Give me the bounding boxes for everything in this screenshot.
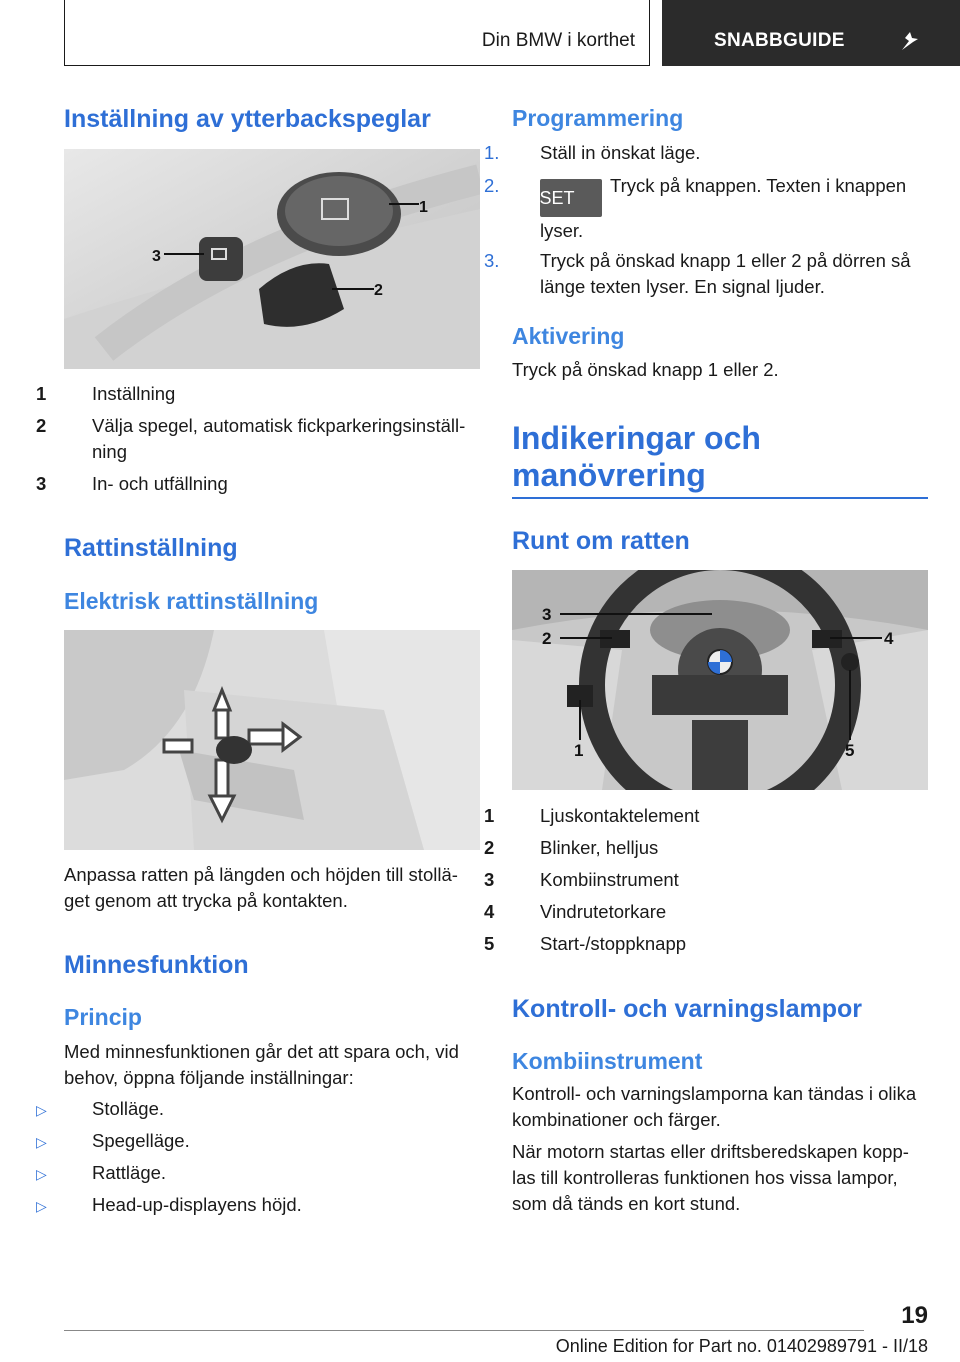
svg-text:3: 3 (152, 248, 161, 265)
step-item: 1. Ställ in önskat läge. (484, 142, 701, 163)
bullet-triangle-icon: ▷ (36, 1198, 47, 1214)
indicators-heading: Indikeringar och manövrering (512, 420, 761, 493)
header-guide-label: SNABBGUIDE (714, 30, 845, 51)
activation-heading: Aktivering (512, 323, 625, 349)
svg-text:5: 5 (845, 741, 855, 760)
lamps-heading: Kontroll- och varningslampor (512, 995, 863, 1023)
cluster-heading: Kombiinstrument (512, 1048, 703, 1074)
footer-rule (64, 1330, 864, 1331)
steering-description: Anpassa ratten på längden och höjden till stollä-get genom att trycka på kontakten. (64, 864, 458, 911)
memory-heading: Minnesfunktion (64, 951, 249, 979)
list-item: ▷ Stolläge. (64, 1096, 164, 1123)
footer-edition: Online Edition for Part no. 01402989791 - II/18 (555, 1336, 928, 1356)
bullet-triangle-icon: ▷ (36, 1102, 47, 1118)
list-item: 2 Blinker, helljus (484, 837, 659, 858)
wheel-heading: Runt om ratten (512, 527, 690, 555)
programming-heading: Programmering (512, 105, 684, 131)
list-item: 3 Kombiinstrument (484, 869, 679, 890)
principle-text: Med minnesfunktionen går det att spara och, vid behov, öppna följande inställningar: (64, 1041, 459, 1088)
steering-adjust-image (64, 630, 480, 850)
page-number: 19 (901, 1302, 928, 1329)
cluster-text-1: Kontroll- och varningslamporna kan tändas i olika kombinationer och färger. (512, 1083, 917, 1130)
step-item: 2.SETTryck på knappen. Texten i knappen lyser. (484, 175, 907, 241)
svg-text:1: 1 (419, 199, 428, 216)
svg-text:2: 2 (542, 629, 552, 648)
steering-heading: Rattinställning (64, 534, 238, 562)
list-item: 1 Ljuskontaktelement (484, 805, 700, 826)
principle-heading: Princip (64, 1004, 142, 1030)
step-item: 3. Tryck på önskad knapp 1 eller 2 på dörren så länge texten lyser. En signal ljuder. (484, 250, 911, 297)
bullet-triangle-icon: ▷ (36, 1166, 47, 1182)
header-guide-tab (662, 0, 960, 66)
svg-text:2: 2 (374, 282, 383, 299)
quick-guide-icon (898, 30, 920, 52)
mirror-controls-image (64, 149, 480, 369)
list-item: 5 Start-/stoppknapp (484, 933, 687, 954)
header-section-title: Din BMW i korthet (481, 30, 635, 51)
list-item: 4 Vindrutetorkare (484, 901, 667, 922)
header-section-box (64, 0, 650, 66)
cluster-text-2: När motorn startas eller driftsberedskapen kopp-las till kontrolleras funktionen hos vissa lampor, som då tänds en kort stund. (512, 1141, 909, 1214)
svg-text:3: 3 (542, 605, 552, 624)
heading-rule (512, 497, 928, 499)
steering-wheel-image (512, 570, 928, 790)
list-item: 1 Inställning (36, 383, 176, 404)
svg-text:1: 1 (574, 741, 584, 760)
activation-text: Tryck på önskad knapp 1 eller 2. (512, 359, 779, 380)
mirrors-heading: Inställning av ytterbackspeglar (64, 105, 431, 133)
list-item: ▷ Spegelläge. (64, 1128, 190, 1155)
electric-steering-heading: Elektrisk rattinställning (64, 588, 319, 614)
list-item: ▷ Rattläge. (64, 1160, 166, 1187)
bullet-triangle-icon: ▷ (36, 1134, 47, 1150)
set-button-icon: SET (540, 179, 602, 217)
list-item: ▷ Head-up-displayens höjd. (64, 1192, 302, 1219)
svg-text:4: 4 (884, 629, 894, 648)
list-item: 2 Välja spegel, automatisk fickparkeringsinställ-ning (36, 415, 466, 462)
list-item: 3 In- och utfällning (36, 473, 228, 494)
